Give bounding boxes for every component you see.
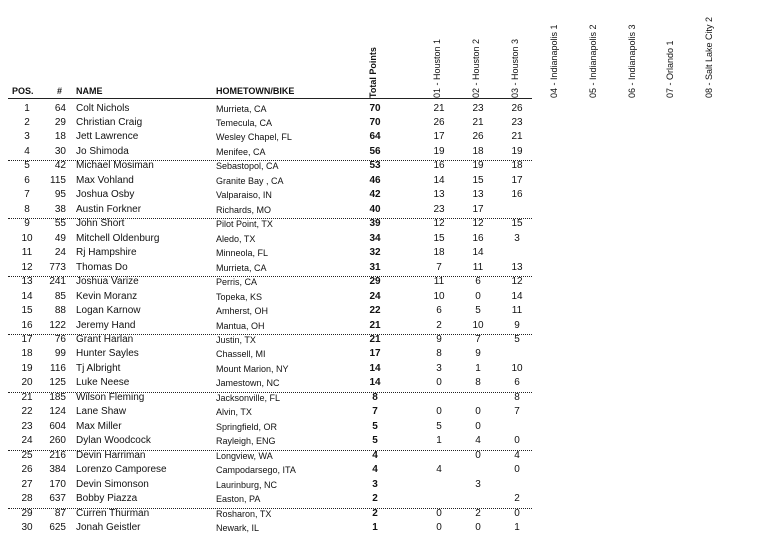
row-pos: 19 (21, 362, 33, 374)
row-pos: 22 (21, 406, 33, 418)
row-round-3: 0 (514, 507, 520, 519)
row-number: 125 (49, 377, 66, 389)
row-total-points: 24 (369, 290, 381, 302)
row-round-2: 0 (475, 522, 481, 534)
row-number: 24 (54, 247, 66, 259)
row-round-2: 4 (475, 435, 481, 447)
row-hometown: Mount Marion, NY (216, 363, 289, 374)
row-round-1: 1 (436, 435, 442, 447)
row-round-2: 10 (472, 319, 484, 331)
row-name: Joshua Osby (76, 189, 135, 201)
row-round-2: 0 (475, 420, 481, 432)
row-round-2: 2 (475, 507, 481, 519)
row-round-1: 7 (436, 261, 442, 273)
row-name: Rj Hampshire (76, 247, 137, 259)
row-hometown: Jamestown, NC (216, 378, 280, 389)
row-round-2: 17 (472, 203, 484, 215)
row-number: 76 (54, 334, 66, 346)
row-round-3: 0 (514, 464, 520, 476)
row-round-1: 0 (436, 377, 442, 389)
row-number: 116 (50, 362, 66, 374)
row-pos: 24 (21, 435, 33, 447)
row-name: Grant Harlan (76, 334, 134, 346)
row-total-points: 14 (369, 362, 381, 374)
row-round-2: 7 (475, 334, 481, 346)
row-total-points: 64 (369, 131, 381, 143)
row-total-points: 31 (369, 261, 381, 273)
row-pos: 13 (21, 276, 33, 288)
row-number: 30 (54, 145, 66, 157)
row-name: Christian Craig (76, 116, 143, 128)
row-number: 170 (49, 478, 66, 490)
row-hometown: Longview, WA (216, 450, 273, 461)
row-round-3: 8 (514, 391, 520, 403)
header-pos: POS. (12, 86, 34, 96)
row-round-3: 2 (514, 493, 520, 505)
row-name: Michael Mosiman (76, 160, 154, 172)
row-round-3: 6 (514, 377, 520, 389)
row-number: 260 (49, 435, 66, 447)
row-round-2: 19 (472, 160, 484, 172)
row-round-3: 11 (511, 305, 523, 317)
header-round-7: 07 - Orlando 1 (665, 40, 675, 98)
row-round-2: 1 (475, 362, 481, 374)
row-total-points: 53 (369, 160, 381, 172)
row-name: Max Miller (76, 420, 122, 432)
row-total-points: 22 (369, 305, 381, 317)
row-number: 85 (54, 290, 66, 302)
header-round-1: 01 - Houston 1 (432, 38, 442, 98)
row-round-2: 14 (472, 247, 484, 259)
row-total-points: 5 (372, 420, 378, 432)
row-number: 29 (54, 116, 66, 128)
row-round-3: 16 (511, 189, 523, 201)
row-round-2: 21 (472, 116, 484, 128)
row-hometown: Aledo, TX (216, 233, 256, 244)
row-total-points: 56 (369, 145, 381, 157)
row-total-points: 14 (369, 377, 381, 389)
row-round-2: 0 (475, 406, 481, 418)
row-total-points: 3 (372, 478, 378, 490)
row-name: Joshua Varize (76, 276, 139, 288)
row-round-3: 0 (514, 435, 520, 447)
row-name: Logan Karnow (76, 305, 141, 317)
row-round-1: 10 (433, 290, 445, 302)
row-round-1: 0 (436, 406, 442, 418)
row-number: 99 (54, 348, 66, 360)
row-total-points: 21 (369, 319, 381, 331)
row-round-3: 19 (511, 145, 523, 157)
row-total-points: 70 (369, 116, 381, 128)
row-round-2: 16 (472, 232, 484, 244)
row-round-1: 17 (433, 131, 445, 143)
row-round-1: 11 (433, 276, 445, 288)
row-pos: 5 (24, 160, 30, 172)
row-pos: 9 (24, 218, 30, 230)
row-number: 64 (54, 102, 66, 114)
row-hometown: Mantua, OH (216, 320, 265, 331)
row-name: Wilson Fleming (76, 391, 145, 403)
row-pos: 20 (21, 377, 33, 389)
row-total-points: 5 (372, 435, 378, 447)
row-number: 122 (49, 319, 66, 331)
row-pos: 3 (24, 131, 30, 143)
row-name: Tj Albright (76, 362, 121, 374)
row-total-points: 2 (372, 493, 378, 505)
row-total-points: 32 (369, 247, 381, 259)
row-round-1: 21 (433, 102, 445, 114)
row-hometown: Justin, TX (216, 335, 256, 346)
row-number: 87 (54, 507, 66, 519)
row-number: 115 (50, 174, 66, 186)
row-name: Max Vohland (76, 174, 134, 186)
row-pos: 27 (21, 478, 33, 490)
row-round-1: 13 (433, 189, 445, 201)
row-number: 124 (49, 406, 66, 418)
row-hometown: Alvin, TX (216, 407, 252, 418)
row-hometown: Menifee, CA (216, 146, 266, 157)
row-hometown: Jacksonville, FL (216, 392, 281, 403)
row-hometown: Murrieta, CA (216, 103, 267, 114)
row-round-1: 5 (436, 420, 442, 432)
row-round-3: 12 (511, 276, 523, 288)
row-round-1: 12 (433, 218, 445, 230)
row-number: 625 (49, 522, 66, 534)
row-hometown: Valparaiso, IN (216, 190, 272, 201)
row-round-3: 17 (511, 174, 523, 186)
row-hometown: Murrieta, CA (216, 262, 267, 273)
header-round-4: 04 - Indianapolis 1 (549, 24, 559, 98)
row-name: Jo Shimoda (76, 145, 129, 157)
row-pos: 25 (21, 449, 33, 461)
row-hometown: Easton, PA (216, 494, 261, 505)
row-pos: 14 (21, 290, 33, 302)
row-hometown: Perris, CA (216, 277, 258, 288)
header-total-points: Total Points (368, 47, 378, 98)
row-hometown: Topeka, KS (216, 291, 263, 302)
row-name: Jett Lawrence (76, 131, 139, 143)
row-name: Lorenzo Camporese (76, 464, 167, 476)
row-number: 88 (54, 305, 66, 317)
header-name: NAME (76, 86, 103, 96)
row-total-points: 21 (369, 334, 381, 346)
row-number: 185 (49, 391, 66, 403)
row-name: Luke Neese (76, 377, 130, 389)
row-total-points: 4 (372, 449, 378, 461)
row-total-points: 46 (369, 174, 381, 186)
row-hometown: Springfield, OR (216, 421, 278, 432)
row-pos: 23 (21, 420, 33, 432)
row-pos: 12 (21, 261, 33, 273)
row-number: 38 (54, 203, 66, 215)
row-name: Mitchell Oldenburg (76, 232, 160, 244)
row-total-points: 2 (372, 507, 378, 519)
row-name: Hunter Sayles (76, 348, 139, 360)
row-round-2: 8 (475, 377, 481, 389)
row-name: Devin Harriman (76, 449, 146, 461)
row-round-3: 5 (514, 334, 520, 346)
header-hometown: HOMETOWN/BIKE (216, 86, 295, 96)
row-pos: 30 (21, 522, 33, 534)
row-total-points: 8 (372, 391, 378, 403)
row-round-1: 2 (436, 319, 442, 331)
header-round-2: 02 - Houston 2 (471, 38, 481, 98)
row-total-points: 39 (369, 218, 381, 230)
row-pos: 16 (21, 319, 33, 331)
row-round-1: 26 (433, 116, 445, 128)
row-name: Thomas Do (76, 261, 128, 273)
row-number: 773 (49, 261, 66, 273)
row-round-1: 3 (436, 362, 442, 374)
row-hometown: Amherst, OH (216, 306, 269, 317)
header-rule (8, 98, 532, 99)
row-hometown: Richards, MO (216, 204, 272, 215)
row-round-2: 18 (472, 145, 484, 157)
row-round-2: 13 (472, 189, 484, 201)
row-name: Lane Shaw (76, 406, 127, 418)
row-round-2: 11 (472, 261, 484, 273)
row-total-points: 1 (372, 522, 378, 534)
header-round-8: 08 - Salt Lake City 2 (704, 16, 714, 98)
row-hometown: Campodarsego, ITA (216, 465, 296, 476)
row-pos: 2 (24, 116, 30, 128)
row-pos: 29 (21, 507, 33, 519)
row-round-3: 14 (511, 290, 523, 302)
row-round-3: 9 (514, 319, 520, 331)
row-round-2: 6 (475, 276, 481, 288)
row-pos: 4 (24, 145, 30, 157)
row-number: 637 (49, 493, 66, 505)
row-number: 241 (49, 276, 66, 288)
row-total-points: 42 (369, 189, 381, 201)
row-pos: 8 (24, 203, 30, 215)
row-round-1: 18 (433, 247, 445, 259)
row-total-points: 4 (372, 464, 378, 476)
row-number: 604 (49, 420, 66, 432)
row-number: 18 (54, 131, 66, 143)
row-name: Kevin Moranz (76, 290, 138, 302)
row-round-1: 6 (436, 305, 442, 317)
row-round-2: 5 (475, 305, 481, 317)
header-round-3: 03 - Houston 3 (510, 38, 520, 98)
row-name: Colt Nichols (76, 102, 130, 114)
row-name: Jonah Geistler (76, 522, 141, 534)
row-round-2: 12 (472, 218, 484, 230)
row-round-3: 26 (511, 102, 523, 114)
row-round-2: 15 (472, 174, 484, 186)
row-pos: 15 (21, 305, 33, 317)
row-hometown: Chassell, MI (216, 349, 266, 360)
row-name: Dylan Woodcock (76, 435, 151, 447)
row-total-points: 29 (369, 276, 381, 288)
row-round-2: 9 (475, 348, 481, 360)
row-round-1: 8 (436, 348, 442, 360)
row-round-1: 4 (436, 464, 442, 476)
row-hometown: Rayleigh, ENG (216, 436, 276, 447)
row-name: Austin Forkner (76, 203, 142, 215)
row-round-1: 0 (436, 507, 442, 519)
row-round-3: 4 (514, 449, 520, 461)
row-round-2: 0 (475, 290, 481, 302)
row-round-2: 26 (472, 131, 484, 143)
row-round-1: 9 (436, 334, 442, 346)
header-number: # (57, 86, 63, 96)
row-round-2: 0 (475, 449, 481, 461)
row-total-points: 7 (372, 406, 378, 418)
row-hometown: Laurinburg, NC (216, 479, 278, 490)
row-pos: 26 (21, 464, 33, 476)
row-pos: 28 (21, 493, 33, 505)
row-hometown: Newark, IL (216, 523, 260, 534)
row-total-points: 17 (369, 348, 381, 360)
row-hometown: Sebastopol, CA (216, 161, 279, 172)
row-round-2: 23 (472, 102, 484, 114)
row-round-3: 1 (514, 522, 520, 534)
row-pos: 17 (21, 334, 33, 346)
row-hometown: Wesley Chapel, FL (216, 132, 292, 143)
row-hometown: Granite Bay , CA (216, 175, 284, 186)
row-round-3: 23 (511, 116, 523, 128)
row-total-points: 70 (369, 102, 381, 114)
row-round-3: 3 (514, 232, 520, 244)
row-round-3: 7 (514, 406, 520, 418)
row-round-1: 14 (433, 174, 445, 186)
row-number: 55 (54, 218, 66, 230)
row-round-3: 15 (511, 218, 523, 230)
row-hometown: Pilot Point, TX (216, 219, 273, 230)
row-round-3: 18 (511, 160, 523, 172)
row-name: Bobby Piazza (76, 493, 138, 505)
row-pos: 7 (24, 189, 30, 201)
row-name: Devin Simonson (76, 478, 149, 490)
row-pos: 11 (21, 247, 33, 259)
row-round-1: 0 (436, 522, 442, 534)
row-pos: 1 (24, 102, 30, 114)
row-pos: 6 (24, 174, 30, 186)
row-round-3: 10 (511, 362, 523, 374)
row-number: 384 (49, 464, 66, 476)
row-round-1: 23 (433, 203, 445, 215)
row-number: 49 (54, 232, 66, 244)
row-round-1: 16 (433, 160, 445, 172)
row-name: Jeremy Hand (76, 319, 136, 331)
row-name: Curren Thurman (76, 507, 150, 519)
row-total-points: 34 (369, 232, 381, 244)
row-name: John Short (76, 218, 125, 230)
row-round-3: 21 (511, 131, 523, 143)
row-pos: 21 (21, 391, 33, 403)
header-round-6: 06 - Indianapolis 3 (627, 24, 637, 98)
row-round-1: 15 (433, 232, 445, 244)
row-round-1: 19 (433, 145, 445, 157)
row-hometown: Temecula, CA (216, 117, 273, 128)
row-number: 42 (54, 160, 66, 172)
row-pos: 18 (21, 348, 33, 360)
row-number: 95 (54, 189, 66, 201)
row-hometown: Rosharon, TX (216, 508, 272, 519)
row-round-3: 13 (511, 261, 523, 273)
header-round-5: 05 - Indianapolis 2 (588, 24, 598, 98)
row-total-points: 40 (369, 203, 381, 215)
row-round-2: 3 (475, 478, 481, 490)
row-number: 216 (49, 449, 66, 461)
row-pos: 10 (21, 232, 33, 244)
row-hometown: Minneola, FL (216, 248, 269, 259)
